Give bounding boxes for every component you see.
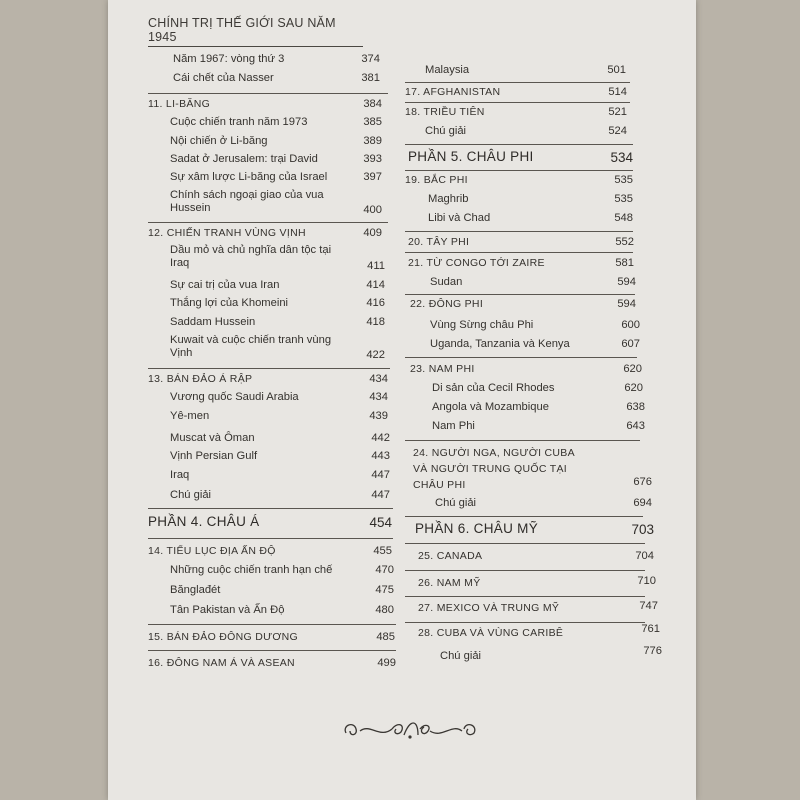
- section-divider: [405, 357, 637, 358]
- toc-chapter-text: 21. TỪ CONGO TỚI ZAIRE: [408, 257, 545, 269]
- toc-entry-text: Chính sách ngoại giao của vua Hussein: [170, 189, 324, 214]
- section-divider: [148, 650, 396, 651]
- toc-chapter-text: 13. BÁN ĐẢO Á RẬP: [148, 373, 253, 385]
- toc-entry-text: Cuộc chiến tranh năm 1973: [170, 116, 308, 128]
- toc-chapter-text: 23. NAM PHI: [410, 363, 475, 375]
- section-divider: [405, 294, 635, 295]
- toc-entry-page: 400: [363, 204, 382, 216]
- toc-entry-text: Vịnh Persian Gulf: [170, 450, 258, 462]
- toc-entry-page: 548: [614, 212, 633, 224]
- toc-entry-page: 434: [369, 391, 388, 403]
- toc-entry-page: 434: [369, 373, 388, 385]
- toc-chapter-text: 12. CHIẾN TRANH VÙNG VỊNH: [148, 227, 306, 239]
- toc-chapter-text: 27. MEXICO VÀ TRUNG MỸ: [418, 602, 560, 614]
- toc-chapter-text: 15. BÁN ĐẢO ĐÔNG DƯƠNG: [148, 631, 299, 643]
- running-header: CHÍNH TRỊ THẾ GIỚI SAU NĂM 1945: [148, 16, 363, 47]
- toc-entry-page: 643: [626, 420, 645, 432]
- section-divider: [405, 252, 633, 253]
- toc-entry-text: Cái chết của Nasser: [173, 72, 274, 84]
- toc-entry-page: 385: [363, 116, 382, 128]
- toc-entry-text: Libi và Chad: [428, 212, 491, 224]
- toc-chapter-text: 19. BẮC PHI: [405, 174, 468, 186]
- toc-entry-page: 409: [363, 227, 382, 239]
- toc-entry-page: 514: [608, 86, 627, 98]
- toc-entry-text: Vùng Sừng châu Phi: [430, 319, 534, 331]
- toc-entry-text: Sự xâm lược Li-băng của Israel: [170, 171, 328, 183]
- section-divider: [405, 516, 643, 517]
- toc-entry-text: Chú giải: [425, 125, 467, 137]
- toc-entry-page: 501: [607, 64, 626, 76]
- toc-part-page: 534: [610, 150, 633, 165]
- toc-entry-text: Năm 1967: vòng thứ 3: [173, 53, 285, 65]
- toc-entry-text: Angola và Mozambique: [432, 401, 549, 413]
- toc-entry-page: 455: [373, 545, 392, 557]
- toc-chapter-text: 24. NGƯỜI NGA, NGƯỜI CUBA VÀ NGƯỜI TRUNG QUỐC TẠI CHÂU PHI: [413, 447, 575, 491]
- toc-entry-page: 638: [626, 401, 645, 413]
- section-divider: [405, 596, 645, 597]
- toc-entry-text: Sudan: [430, 276, 463, 288]
- toc-chapter-text: 28. CUBA VÀ VÙNG CARIBÊ: [418, 627, 564, 639]
- toc-chapter-text: 20. TÂY PHI: [408, 236, 470, 248]
- toc-part-heading: PHẦN 4. CHÂU Á: [148, 514, 260, 529]
- toc-entry-page: 416: [366, 297, 385, 309]
- toc-entry-page: 521: [608, 106, 627, 118]
- section-divider: [405, 231, 633, 232]
- toc-entry-text: Chú giải: [440, 650, 482, 662]
- section-divider: [148, 222, 388, 223]
- section-divider: [405, 144, 633, 145]
- toc-entry-page: 439: [369, 410, 388, 422]
- section-divider: [405, 170, 633, 171]
- toc-part-heading: PHẦN 6. CHÂU MỸ: [415, 521, 539, 536]
- toc-entry-text: Saddam Hussein: [170, 316, 256, 328]
- toc-part-heading: PHẦN 5. CHÂU PHI: [408, 149, 534, 164]
- toc-entry-text: Yê-men: [170, 410, 210, 422]
- toc-chapter-text: 18. TRIỀU TIÊN: [405, 106, 485, 118]
- toc-entry-page: 447: [371, 469, 390, 481]
- toc-entry-page: 710: [637, 575, 656, 587]
- toc-chapter-text: 22. ĐÔNG PHI: [410, 298, 484, 310]
- toc-entry-page: 480: [375, 604, 394, 616]
- toc-entry-text: Nam Phi: [432, 420, 475, 432]
- toc-entry-page: 470: [375, 564, 394, 576]
- toc-entry-page: 600: [621, 319, 640, 331]
- toc-entry-page: 776: [643, 645, 662, 657]
- toc-entry-text: Di sản của Cecil Rhodes: [432, 382, 555, 394]
- toc-entry-page: 475: [375, 584, 394, 596]
- toc-entry-text: Vương quốc Saudi Arabia: [170, 391, 299, 403]
- toc-entry-text: Dầu mỏ và chủ nghĩa dân tộc tại Iraq: [170, 244, 332, 269]
- toc-entry-page: 442: [371, 432, 390, 444]
- toc-entry-page: 761: [641, 623, 660, 635]
- toc-entry-page: 414: [366, 279, 385, 291]
- toc-entry-page: 676: [633, 476, 652, 488]
- toc-entry-page: 485: [376, 631, 395, 643]
- toc-entry-page: 581: [615, 257, 634, 269]
- toc-entry-text: Tân Pakistan và Ấn Độ: [170, 604, 285, 616]
- ornament-dot: [408, 735, 411, 738]
- section-divider: [405, 622, 645, 623]
- toc-entry-page: 704: [635, 550, 654, 562]
- toc-entry-page: 607: [621, 338, 640, 350]
- toc-entry-text: Maghrib: [428, 193, 469, 205]
- toc-chapter-text: 17. AFGHANISTAN: [405, 86, 501, 98]
- toc-entry-page: 594: [617, 276, 636, 288]
- section-divider: [148, 624, 396, 625]
- toc-entry-text: Uganda, Tanzania và Kenya: [430, 338, 570, 350]
- toc-entry-text: Nội chiến ở Li-băng: [170, 135, 268, 147]
- toc-entry-text: Malaysia: [425, 64, 470, 76]
- toc-entry-page: 384: [363, 98, 382, 110]
- toc-entry-page: 393: [363, 153, 382, 165]
- toc-chapter-text: 25. CANADA: [418, 550, 483, 562]
- toc-part-page: 703: [631, 522, 654, 537]
- toc-entry-page: 374: [361, 53, 380, 65]
- section-divider: [148, 93, 388, 94]
- toc-entry-page: 552: [615, 236, 634, 248]
- section-divider: [148, 538, 393, 539]
- toc-entry-page: 499: [377, 657, 396, 669]
- section-divider: [405, 102, 630, 103]
- toc-entry-page: 443: [371, 450, 390, 462]
- toc-entry-text: Sự cai trị của vua Iran: [170, 279, 280, 291]
- toc-entry-text: Chú giải: [170, 489, 212, 501]
- toc-entry-page: 594: [617, 298, 636, 310]
- toc-chapter-text: 26. NAM MỸ: [418, 577, 481, 589]
- toc-chapter-text: 14. TIỂU LỤC ĐỊA ẤN ĐỘ: [148, 545, 276, 557]
- toc-entry-page: 535: [614, 193, 633, 205]
- toc-entry-page: 447: [371, 489, 390, 501]
- toc-entry-text: Sadat ở Jerusalem: trại David: [170, 153, 318, 165]
- toc-entry-page: 397: [363, 171, 382, 183]
- toc-entry-page: 620: [624, 382, 643, 394]
- toc-entry-page: 418: [366, 316, 385, 328]
- toc-entry-page: 381: [361, 72, 380, 84]
- toc-chapter-text: 11. LI-BĂNG: [148, 98, 211, 110]
- section-divider: [405, 543, 645, 544]
- toc-entry-text: Những cuộc chiến tranh hạn chế: [170, 564, 333, 576]
- toc-part-page: 454: [369, 515, 392, 530]
- toc-entry-page: 747: [639, 600, 658, 612]
- section-divider: [405, 82, 630, 83]
- toc-entry-page: 422: [366, 349, 385, 361]
- section-divider: [148, 368, 390, 369]
- toc-entry-text: Muscat và Ôman: [170, 432, 255, 444]
- toc-entry-page: 620: [623, 363, 642, 375]
- toc-chapter-text: 16. ĐÔNG NAM Á VÀ ASEAN: [148, 657, 295, 669]
- toc-entry-text: Iraq: [170, 469, 190, 481]
- toc-entry-text: Chú giải: [435, 497, 477, 509]
- toc-entry-text: Kuwait và cuộc chiến tranh vùng Vịnh: [170, 334, 332, 359]
- section-divider: [148, 508, 393, 509]
- toc-entry-page: 411: [367, 260, 385, 272]
- toc-entry-page: 524: [608, 125, 627, 137]
- toc-entry-page: 389: [363, 135, 382, 147]
- toc-entry-text: Thắng lợi của Khomeini: [170, 297, 289, 309]
- toc-entry-page: 694: [633, 497, 652, 509]
- toc-entry-text: Bănglađét: [170, 584, 221, 596]
- toc-entry-page: 535: [614, 174, 633, 186]
- section-divider: [405, 440, 640, 441]
- decorative-ornament-icon: [340, 715, 480, 745]
- section-divider: [405, 570, 645, 571]
